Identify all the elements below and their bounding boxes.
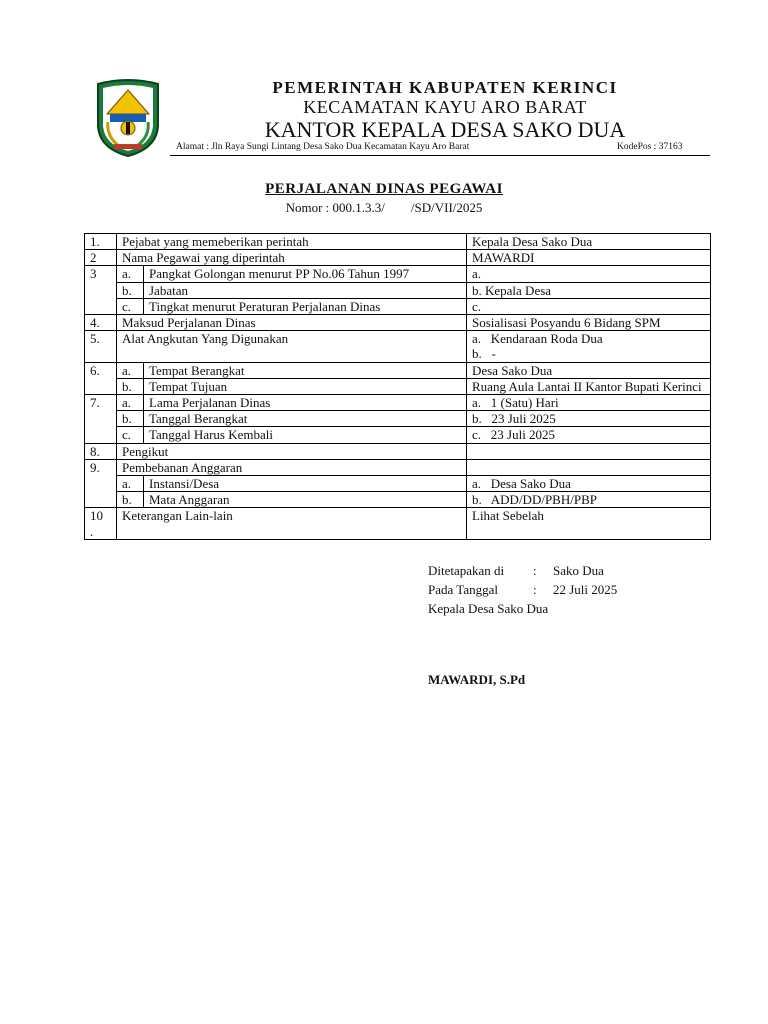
signer-position: Kepala Desa Sako Dua [428,601,549,616]
row-label: Lama Perjalanan Dinas [144,395,467,411]
table-row [85,395,711,411]
row-value-text: Desa Sako Dua [472,362,553,378]
row-value [467,298,711,314]
header-address: Alamat : Jln Raya Sungi Lintang Desa Sako Dua Kecamatan Kayu Aro Barat [176,142,470,152]
header-divider [170,155,710,156]
row-value [467,250,711,266]
table-row [85,250,711,266]
table-row [85,427,711,443]
row-value-text: c. [472,298,482,314]
row-number: 3 [85,266,117,282]
row-value-text: a. 1 (Satu) Hari [472,395,559,411]
row-number: 7. [85,395,117,411]
row-value [467,443,711,459]
row-number: 2 [85,250,117,266]
row-value-text: MAWARDI [472,250,535,266]
place-label: Ditetapakan di [428,563,505,578]
table-row [85,459,711,475]
signature-block [428,561,617,618]
row-sub-letter: c. [117,298,144,314]
row-label: Tanggal Berangkat [144,411,467,427]
table-row [85,411,711,427]
row-value-text: b. Kepala Desa [472,282,552,298]
row-value-text: a. Kendaraan Roda Dua [472,331,603,347]
document-title [200,181,568,198]
row-label: Tempat Berangkat [144,362,467,378]
header-government: PEMERINTAH KABUPATEN KERINCI [272,78,618,97]
row-label: Jabatan [144,282,467,298]
table-row [85,476,711,492]
row-number: 6. [85,362,117,378]
row-label: Maksud Perjalanan Dinas [117,315,467,331]
table-row [85,331,711,362]
row-label: Alat Angkutan Yang Digunakan [117,331,467,362]
date-value: 22 Juli 2025 [553,582,618,597]
place-colon: : [533,563,537,578]
row-sub-letter: b. [117,378,144,394]
row-number: 9. [85,459,117,475]
header-postal-code: KodePos : 37163 [617,142,683,152]
row-value [467,234,711,250]
row-number [85,298,117,314]
row-label: Instansi/Desa [144,476,467,492]
row-sub-letter: a. [117,266,144,282]
row-label: Tanggal Harus Kembali [144,427,467,443]
table-row [85,443,711,459]
signer-name: MAWARDI, S.Pd [428,672,526,687]
table-row [85,508,711,539]
header-district: KECAMATAN KAYU ARO BARAT [303,97,587,117]
row-label: Tempat Tujuan [144,378,467,394]
row-sub-letter: b. [117,492,144,508]
row-value-text: Ruang Aula Lantai II Kantor Bupati Kerinci [472,378,702,394]
row-value-text: Lihat Sebelah [472,508,544,524]
row-label: Pejabat yang memeberikan perintah [117,234,467,250]
row-number [85,411,117,427]
row-number: 4. [85,315,117,331]
place-value: Sako Dua [553,563,604,578]
row-number: 5. [85,331,117,362]
table-row [85,315,711,331]
row-value [467,411,711,427]
row-number [85,476,117,492]
row-value [467,459,711,475]
row-value [467,476,711,492]
row-value-text: a. Desa Sako Dua [472,476,571,492]
row-label: Nama Pegawai yang diperintah [117,250,467,266]
row-value-text: c. 23 Juli 2025 [472,427,556,443]
row-number [85,427,117,443]
row-value [467,427,711,443]
row-value-text: b. 23 Juli 2025 [472,411,556,427]
row-value [467,282,711,298]
row-sub-letter: b. [117,411,144,427]
row-value [467,266,711,282]
date-label: Pada Tanggal [428,582,498,597]
row-label: Keterangan Lain-lain [117,508,467,539]
kerinci-regency-emblem-icon [92,78,164,158]
row-number [85,378,117,394]
row-number: 1. [85,234,117,250]
row-label: Pengikut [117,443,467,459]
row-number [85,492,117,508]
row-value-text: Kepala Desa Sako Dua [472,234,593,249]
row-value [467,378,711,394]
document-number: Nomor : 000.1.3.3/ /SD/VII/2025 [285,200,483,215]
row-sub-letter: a. [117,476,144,492]
row-value-text: b. ADD/DD/PBH/PBP [472,492,597,508]
date-colon: : [533,582,537,597]
row-value [467,315,711,331]
row-number [85,282,117,298]
row-value [467,331,711,362]
row-value-text: Sosialisasi Posyandu 6 Bidang SPM [472,315,661,331]
row-sub-letter: b. [117,282,144,298]
table-row [85,282,711,298]
row-label: Pembebanan Anggaran [117,459,467,475]
row-number: 8. [85,443,117,459]
table-row [85,492,711,508]
row-label: Tingkat menurut Peraturan Perjalanan Dinas [144,298,467,314]
table-row [85,234,711,250]
document-title-text: PERJALANAN DINAS PEGAWAI [265,181,503,197]
row-value-text: a. [472,266,482,282]
table-row [85,298,711,314]
row-sub-letter: c. [117,427,144,443]
row-value [467,362,711,378]
table-row [85,362,711,378]
header-office: KANTOR KEPALA DESA SAKO DUA [264,117,626,142]
row-sub-letter: a. [117,362,144,378]
row-value [467,395,711,411]
row-label: Mata Anggaran [144,492,467,508]
table-row [85,378,711,394]
row-label: Pangkat Golongan menurut PP No.06 Tahun 1997 [144,266,467,282]
row-value [467,508,711,539]
table-row [85,266,711,282]
row-value-text-2: b. - [472,346,496,362]
row-value [467,492,711,508]
row-sub-letter: a. [117,395,144,411]
row-number: 10 . [85,508,117,539]
travel-order-table [84,233,711,540]
